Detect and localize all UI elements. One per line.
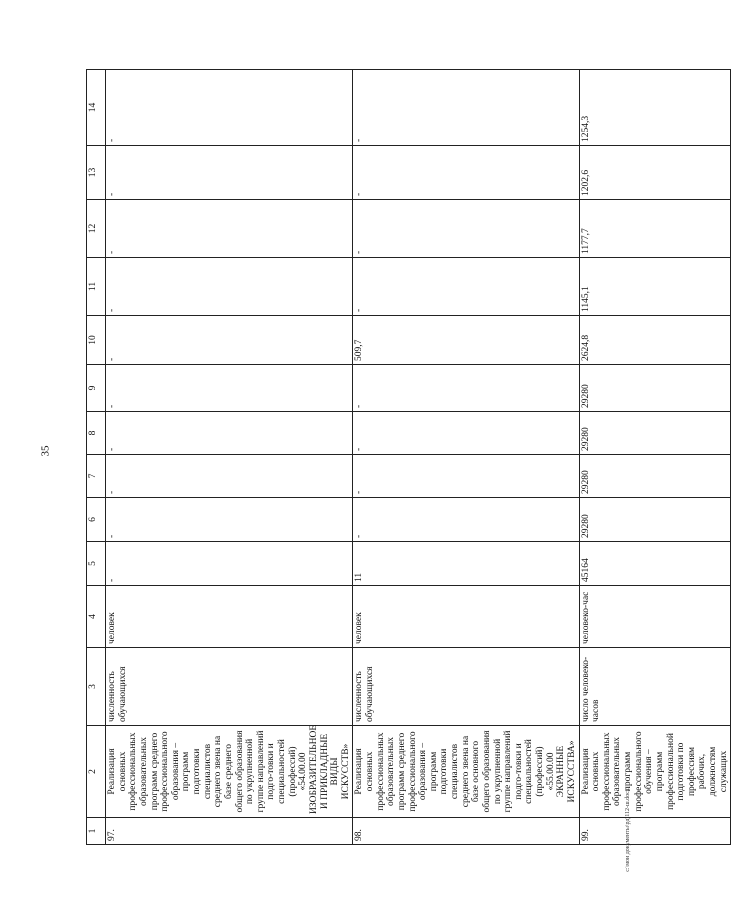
service-name: Реализация основных профессиональных образовательных программ профессионального обучения – программ профессиональной подготовки по профессиям рабочих, должностям служащих — [579, 726, 731, 818]
value-cell: 1177,7 — [579, 200, 731, 258]
value-cell: - — [106, 316, 353, 365]
file-path-footer: c:\мои документы\рд\112-ш.docx — [624, 788, 631, 872]
row-number: 99. — [579, 818, 731, 845]
value-cell: 1202,6 — [579, 146, 731, 200]
header-cell: 7 — [87, 455, 106, 498]
value-cell: - — [353, 258, 579, 316]
value-cell: - — [106, 200, 353, 258]
value-cell: - — [353, 498, 579, 542]
table-header-row — [87, 70, 106, 845]
data-table — [86, 69, 731, 845]
value-cell: - — [353, 70, 579, 146]
header-cell: 6 — [87, 498, 106, 542]
row-number: 98. — [353, 818, 579, 845]
unit-of-measure: человеко-час — [579, 586, 731, 648]
indicator-name: численность обучающихся — [353, 648, 579, 726]
header-cell: 11 — [87, 258, 106, 316]
indicator-name: число человеко-часов — [579, 648, 731, 726]
value-cell: - — [106, 498, 353, 542]
header-cell: 2 — [87, 726, 106, 818]
header-cell: 3 — [87, 648, 106, 726]
header-cell: 8 — [87, 412, 106, 455]
value-cell: - — [353, 200, 579, 258]
indicator-name: численность обучающихся — [106, 648, 353, 726]
value-cell: - — [353, 365, 579, 412]
header-cell: 1 — [87, 818, 106, 845]
table-row — [106, 70, 353, 845]
header-cell: 12 — [87, 200, 106, 258]
value-cell: - — [106, 70, 353, 146]
value-cell: 1145,1 — [579, 258, 731, 316]
table-row — [353, 70, 579, 845]
service-name: Реализация основных профессиональных образовательных программ среднего профессионального образования – программ подготовки специалистов среднего звена на базе основного общего образования по укрупненной группе направлений подго-товки и специальностей (профессий) «55.00.00 ЭКРАННЫЕ ИСКУССТВА» — [353, 726, 579, 818]
table-row — [579, 70, 731, 845]
value-cell: - — [106, 365, 353, 412]
value-cell: 11 — [353, 542, 579, 586]
unit-of-measure: человек — [353, 586, 579, 648]
header-cell: 4 — [87, 586, 106, 648]
value-cell: - — [106, 412, 353, 455]
value-cell: - — [106, 258, 353, 316]
value-cell: - — [106, 146, 353, 200]
value-cell: 1254,3 — [579, 70, 731, 146]
value-cell: - — [106, 455, 353, 498]
row-number: 97. — [106, 818, 353, 845]
header-cell: 13 — [87, 146, 106, 200]
value-cell: - — [106, 542, 353, 586]
header-cell: 10 — [87, 316, 106, 365]
value-cell: 45164 — [579, 542, 731, 586]
value-cell: 29280 — [579, 412, 731, 455]
value-cell: - — [353, 455, 579, 498]
value-cell: - — [353, 412, 579, 455]
value-cell: 509,7 — [353, 316, 579, 365]
value-cell: 29280 — [579, 498, 731, 542]
service-name: Реализация основных профессиональных образовательных программ среднего профессионального образования – программ подготовки специалистов среднего звена на базе среднего общего образования по укрупненной группе направлений подго-товки и специальностей (профессий) «54.00.00 ИЗОБРАЗИТЕЛЬНОЕ И ПРИКЛАДНЫЕ ВИДЫ ИСКУССТВ» — [106, 726, 353, 818]
page-number: 35 — [39, 445, 52, 457]
header-cell: 5 — [87, 542, 106, 586]
value-cell: 29280 — [579, 455, 731, 498]
value-cell: 29280 — [579, 365, 731, 412]
value-cell: - — [353, 146, 579, 200]
unit-of-measure: человек — [106, 586, 353, 648]
header-cell: 9 — [87, 365, 106, 412]
header-cell: 14 — [87, 70, 106, 146]
value-cell: 2624,8 — [579, 316, 731, 365]
